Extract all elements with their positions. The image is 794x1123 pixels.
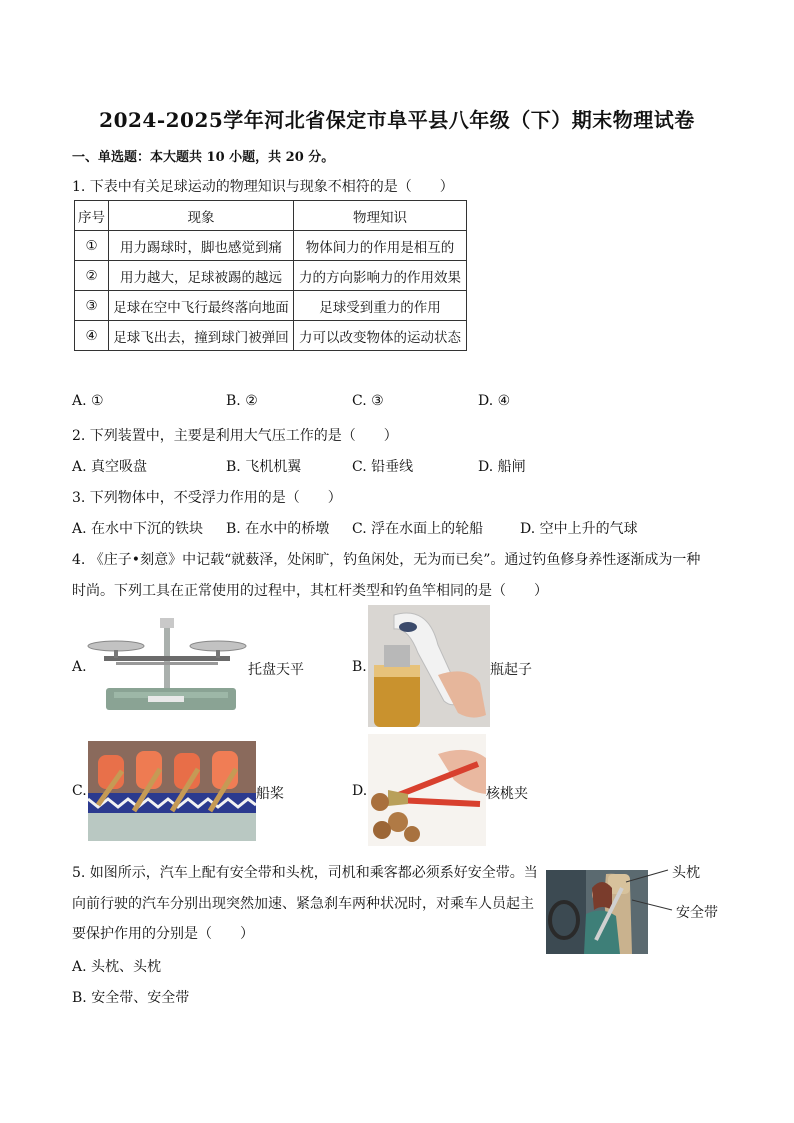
page-title: 2024-2025学年河北省保定市阜平县八年级（下）期末物理试卷 [99,108,695,132]
table-cell: 用力踢球时，脚也感觉到痛 [109,231,294,261]
q2-option-c[interactable]: C. 铅垂线 [352,459,414,475]
figure-label-seatbelt: 安全带 [676,905,718,921]
q4-stem-line-1: 4. 《庄子•刻意》中记载“就薮泽，处闲旷，钓鱼闲处，无为而已矣”。通过钓鱼修身养性逐渐成为一种 [72,552,701,568]
q3-option-b[interactable]: B. 在水中的桥墩 [226,521,330,537]
table-row [75,231,467,261]
q1-option-d[interactable]: D. ④ [478,393,511,409]
q4-option-d-letter[interactable]: D. [352,783,368,799]
table-row [75,261,467,291]
table-cell: ② [75,261,109,291]
q5-stem-line-1: 5. 如图所示，汽车上配有安全带和头枕，司机和乘客都必须系好安全带。当 [72,865,538,881]
q2-option-a[interactable]: A. 真空吸盘 [72,459,148,475]
table-cell: 力可以改变物体的运动状态 [294,321,467,351]
section-heading: 一、单选题：本大题共 10 小题，共 20 分。 [72,150,335,165]
q4-option-a-letter[interactable]: A. [72,659,87,675]
q4-option-b-letter[interactable]: B. [352,659,367,675]
q4-option-c-label: 船桨 [256,786,284,802]
q4-stem-line-2: 时尚。下列工具在正常使用的过程中，其杠杆类型和钓鱼竿相同的是（ ） [72,583,548,599]
balance-scale-image [86,616,248,716]
q2-stem: 2. 下列装置中，主要是利用大气压工作的是（ ） [72,428,398,444]
table-header-row [75,201,467,231]
q4-option-a-label: 托盘天平 [248,662,304,678]
q3-option-c[interactable]: C. 浮在水面上的轮船 [352,521,484,537]
q4-option-d-label: 核桃夹 [486,786,528,802]
q5-stem-line-3: 要保护作用的分别是（ ） [72,926,254,942]
table-cell: 物体间力的作用是相互的 [294,231,467,261]
table-cell: ④ [75,321,109,351]
table-cell: 足球受到重力的作用 [294,291,467,321]
table-cell: ③ [75,291,109,321]
table-header-cell: 序号 [75,201,109,231]
q5-stem-line-2: 向前行驶的汽车分别出现突然加速、紧急刹车两种状况时，对乘车人员起主 [72,896,534,912]
nutcracker-image [368,734,486,846]
table-header-cell: 现象 [109,201,294,231]
figure-label-headrest: 头枕 [672,865,700,881]
figure-pointer-lines [620,860,680,920]
q1-table [74,200,467,351]
q3-option-a[interactable]: A. 在水中下沉的铁块 [72,521,204,537]
q3-stem: 3. 下列物体中，不受浮力作用的是（ ） [72,490,342,506]
q2-option-d[interactable]: D. 船闸 [478,459,526,475]
q1-option-c[interactable]: C. ③ [352,393,384,409]
q5-option-b[interactable]: B. 安全带、安全带 [72,990,190,1006]
bottle-opener-image [368,605,490,727]
table-cell: 力的方向影响力的作用效果 [294,261,467,291]
table-cell: 足球在空中飞行最终落向地面 [109,291,294,321]
q2-option-b[interactable]: B. 飞机机翼 [226,459,302,475]
table-cell: 用力越大，足球被踢的越远 [109,261,294,291]
q4-option-c-letter[interactable]: C. [72,783,87,799]
q1-option-b[interactable]: B. ② [226,393,258,409]
q3-option-d[interactable]: D. 空中上升的气球 [520,521,638,537]
table-header-cell: 物理知识 [294,201,467,231]
table-row [75,291,467,321]
table-cell: ① [75,231,109,261]
q1-option-a[interactable]: A. ① [72,393,104,409]
q5-option-a[interactable]: A. 头枕、头枕 [72,959,162,975]
table-cell: 足球飞出去，撞到球门被弹回 [109,321,294,351]
q1-stem: 1. 下表中有关足球运动的物理知识与现象不相符的是（ ） [72,179,454,195]
q4-option-b-label: 瓶起子 [490,662,532,678]
table-row [75,321,467,351]
boat-paddle-image [88,741,256,841]
